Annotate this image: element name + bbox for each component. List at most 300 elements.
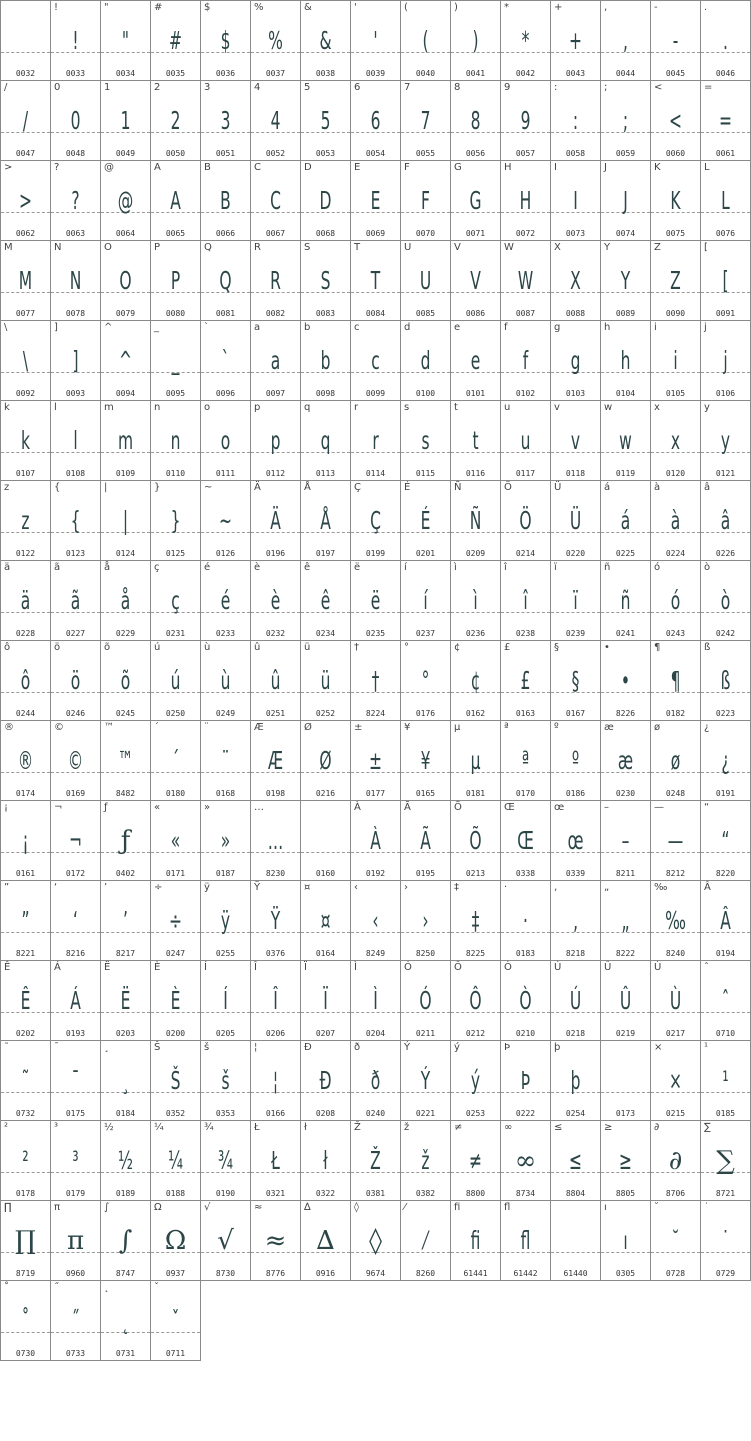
- glyph-code-label: 0093: [65, 389, 86, 398]
- glyph-sample: í: [423, 586, 428, 615]
- glyph-cell: [0, 0, 51, 81]
- glyph-cell: [501, 961, 551, 1041]
- glyph-reference-char: [: [704, 242, 708, 253]
- glyph-reference-char: I: [554, 162, 557, 173]
- glyph-cell: [551, 961, 601, 1041]
- glyph-code-label: 0091: [715, 309, 736, 318]
- glyph-sample: ô: [20, 666, 31, 695]
- glyph-sample: A: [170, 186, 181, 215]
- glyph-reference-char: ‡: [454, 882, 459, 893]
- glyph-reference-char: ı: [604, 1202, 607, 1213]
- glyph-cell: [251, 641, 301, 721]
- glyph-cell: [51, 561, 101, 641]
- glyph-cell: [601, 0, 651, 81]
- glyph-code-label: 0081: [215, 309, 236, 318]
- glyph-sample: 0: [70, 106, 81, 135]
- glyph-reference-char: «: [154, 802, 161, 813]
- glyph-code-label: 0240: [365, 1109, 386, 1118]
- glyph-reference-char: ¤: [304, 882, 311, 893]
- glyph-cell: [451, 721, 501, 801]
- glyph-sample: ë: [370, 586, 381, 615]
- glyph-cell: [101, 561, 151, 641]
- glyph-sample: –: [621, 826, 630, 855]
- glyph-code-label: 0180: [165, 789, 186, 798]
- glyph-code-label: 0233: [215, 629, 236, 638]
- glyph-code-label: 8212: [665, 869, 686, 878]
- glyph-code-label: 0105: [665, 389, 686, 398]
- glyph-code-label: 0169: [65, 789, 86, 798]
- glyph-cell: [601, 641, 651, 721]
- glyph-cell: [51, 0, 101, 81]
- glyph-reference-char: £: [504, 642, 511, 653]
- glyph-cell: [401, 0, 451, 81]
- glyph-reference-char: 5: [304, 82, 311, 93]
- glyph-reference-char: U: [404, 242, 412, 253]
- glyph-sample: „: [621, 906, 630, 935]
- glyph-code-label: 0057: [515, 149, 536, 158]
- glyph-reference-char: \: [4, 322, 8, 333]
- glyph-code-label: 0221: [415, 1109, 436, 1118]
- glyph-code-label: 0035: [165, 69, 186, 78]
- glyph-code-label: 0237: [415, 629, 436, 638]
- glyph-sample: Ç: [370, 506, 381, 535]
- glyph-sample: Û: [619, 986, 632, 1015]
- glyph-sample: n: [170, 426, 181, 455]
- glyph-code-label: 8226: [615, 709, 636, 718]
- glyph-code-label: 0170: [515, 789, 536, 798]
- glyph-cell: [301, 721, 351, 801]
- glyph-reference-char: Œ: [504, 802, 515, 813]
- glyph-sample: ¾: [217, 1146, 234, 1175]
- glyph-reference-char: ;: [604, 82, 608, 93]
- glyph-sample: B: [220, 186, 231, 215]
- glyph-cell: [401, 641, 451, 721]
- glyph-sample: U: [419, 266, 432, 295]
- glyph-cell: [0, 1281, 51, 1361]
- glyph-reference-char: ˆ: [704, 962, 709, 973]
- glyph-cell: [551, 801, 601, 881]
- glyph-sample: ©: [67, 746, 84, 775]
- glyph-code-label: 8482: [115, 789, 136, 798]
- glyph-sample: 1: [120, 106, 131, 135]
- glyph-cell: [51, 161, 101, 241]
- glyph-sample: &: [319, 26, 332, 55]
- glyph-reference-char: X: [554, 242, 561, 253]
- glyph-cell: [201, 641, 251, 721]
- glyph-cell: [151, 161, 201, 241]
- glyph-code-label: 0118: [565, 469, 586, 478]
- glyph-sample: 3: [220, 106, 231, 135]
- glyph-sample: È: [170, 986, 181, 1015]
- glyph-code-label: 0215: [665, 1109, 686, 1118]
- glyph-reference-char: !: [54, 2, 59, 13]
- glyph-cell: [451, 161, 501, 241]
- glyph-code-label: 0115: [415, 469, 436, 478]
- glyph-sample: ¥: [420, 746, 431, 775]
- glyph-sample: Ł: [271, 1146, 280, 1175]
- glyph-sample: c: [371, 346, 380, 375]
- glyph-reference-char: Ã: [404, 802, 411, 813]
- glyph-sample: {: [70, 506, 81, 535]
- glyph-sample: -: [672, 26, 679, 55]
- glyph-code-label: 0068: [315, 229, 336, 238]
- glyph-sample: ˘: [671, 1226, 680, 1255]
- glyph-sample: ê: [320, 586, 331, 615]
- glyph-reference-char: N: [54, 242, 62, 253]
- glyph-sample: Ú: [569, 986, 582, 1015]
- glyph-reference-char: ×: [654, 1042, 663, 1053]
- glyph-sample: ≈: [264, 1226, 287, 1256]
- glyph-sample: Ω: [164, 1226, 187, 1256]
- glyph-code-label: 0218: [565, 1029, 586, 1038]
- glyph-code-label: 0219: [615, 1029, 636, 1038]
- glyph-code-label: 0175: [65, 1109, 86, 1118]
- glyph-cell: [551, 81, 601, 161]
- glyph-reference-char: —: [654, 802, 664, 813]
- glyph-code-label: 0043: [565, 69, 586, 78]
- glyph-code-label: 0074: [615, 229, 636, 238]
- glyph-reference-char: ‰: [654, 882, 668, 893]
- glyph-reference-char: E: [354, 162, 361, 173]
- glyph-cell: [601, 161, 651, 241]
- glyph-sample: p: [270, 426, 281, 455]
- glyph-code-label: 0381: [365, 1189, 386, 1198]
- glyph-reference-char: O: [104, 242, 112, 253]
- glyph-reference-char: ⁄: [404, 1202, 406, 1213]
- glyph-sample: [610, 1063, 640, 1099]
- glyph-cell: [151, 1281, 201, 1361]
- glyph-cell: [301, 81, 351, 161]
- glyph-cell: [551, 0, 601, 81]
- glyph-reference-char: ƒ: [104, 802, 108, 813]
- glyph-reference-char: 2: [154, 82, 161, 93]
- glyph-code-label: 0125: [165, 549, 186, 558]
- glyph-code-label: 0305: [615, 1269, 636, 1278]
- glyph-sample: #: [168, 26, 182, 55]
- glyph-cell: [0, 1201, 51, 1281]
- glyph-sample: œ: [567, 826, 584, 855]
- glyph-code-label: 0227: [65, 629, 86, 638]
- glyph-reference-char: ì: [454, 562, 457, 573]
- glyph-reference-char: d: [404, 322, 411, 333]
- glyph-code-label: 0186: [565, 789, 586, 798]
- glyph-reference-char: õ: [104, 642, 111, 653]
- glyph-sample: s: [421, 426, 430, 455]
- glyph-sample: ´: [171, 746, 180, 775]
- glyph-sample: ˜: [21, 1066, 30, 1095]
- glyph-code-label: 0072: [515, 229, 536, 238]
- glyph-cell: [651, 1201, 701, 1281]
- glyph-reference-char: ˚: [4, 1282, 9, 1293]
- glyph-code-label: 0067: [265, 229, 286, 238]
- glyph-cell: [701, 1201, 751, 1281]
- glyph-cell: [101, 161, 151, 241]
- glyph-cell: [401, 481, 451, 561]
- glyph-cell: [0, 401, 51, 481]
- glyph-code-label: 8221: [15, 949, 36, 958]
- glyph-code-label: 0123: [65, 549, 86, 558]
- glyph-reference-char: ç: [154, 562, 160, 573]
- glyph-code-label: 61441: [463, 1269, 488, 1278]
- glyph-sample: P: [170, 266, 181, 295]
- glyph-code-label: 0117: [515, 469, 536, 478]
- glyph-reference-char: ò: [704, 562, 711, 573]
- glyph-sample: ˝: [71, 1306, 80, 1335]
- glyph-code-label: 0099: [365, 389, 386, 398]
- glyph-code-label: 0382: [415, 1189, 436, 1198]
- glyph-reference-char: (: [404, 2, 408, 13]
- glyph-cell: [551, 481, 601, 561]
- glyph-cell: [501, 321, 551, 401]
- glyph-code-label: 61440: [563, 1269, 588, 1278]
- glyph-reference-char: :: [554, 82, 558, 93]
- glyph-cell: [251, 961, 301, 1041]
- glyph-code-label: 0082: [265, 309, 286, 318]
- glyph-sample: ”: [21, 906, 30, 935]
- glyph-reference-char: †: [354, 642, 359, 653]
- glyph-cell: [401, 801, 451, 881]
- glyph-sample: ¯: [71, 1066, 80, 1095]
- glyph-cell: [151, 561, 201, 641]
- glyph-code-label: 0061: [715, 149, 736, 158]
- glyph-sample: ‚: [573, 906, 578, 935]
- glyph-cell: [0, 161, 51, 241]
- glyph-sample: ‹: [372, 906, 379, 935]
- glyph-cell: [701, 881, 751, 961]
- glyph-cell: [401, 961, 451, 1041]
- glyph-code-label: 0224: [665, 549, 686, 558]
- glyph-reference-char: J: [604, 162, 607, 173]
- glyph-sample: Ö: [519, 506, 532, 535]
- glyph-code-label: 0376: [265, 949, 286, 958]
- glyph-code-label: 0101: [465, 389, 486, 398]
- glyph-reference-char: c: [354, 322, 360, 333]
- glyph-code-label: 0168: [215, 789, 236, 798]
- glyph-sample: F: [421, 186, 430, 215]
- glyph-cell: [0, 561, 51, 641]
- glyph-cell: [301, 561, 351, 641]
- glyph-sample: √: [217, 1226, 234, 1256]
- glyph-cell: [651, 1121, 701, 1201]
- glyph-sample: g: [570, 346, 581, 375]
- glyph-code-label: 0185: [715, 1109, 736, 1118]
- glyph-code-label: 0210: [515, 1029, 536, 1038]
- glyph-cell: [301, 1041, 351, 1121]
- glyph-sample: ‡: [471, 906, 480, 935]
- glyph-reference-char: ¾: [204, 1122, 214, 1133]
- glyph-code-label: 0104: [615, 389, 636, 398]
- glyph-sample: $: [220, 26, 231, 55]
- glyph-code-label: 0032: [15, 69, 36, 78]
- glyph-code-label: 0174: [15, 789, 36, 798]
- glyph-reference-char: ê: [304, 562, 311, 573]
- glyph-code-label: 0171: [165, 869, 186, 878]
- glyph-cell: [251, 801, 301, 881]
- glyph-reference-char: %: [254, 2, 264, 13]
- glyph-reference-char: ›: [404, 882, 408, 893]
- glyph-cell: [401, 161, 451, 241]
- glyph-reference-char: ¶: [654, 642, 661, 653]
- glyph-reference-char: A: [154, 162, 161, 173]
- glyph-sample: 9: [520, 106, 531, 135]
- glyph-code-label: 0731: [115, 1349, 136, 1358]
- glyph-cell: [401, 881, 451, 961]
- glyph-code-label: 0711: [165, 1349, 186, 1358]
- glyph-reference-char: &: [304, 2, 312, 13]
- glyph-cell: [551, 1041, 601, 1121]
- glyph-cell: [401, 1121, 451, 1201]
- glyph-cell: [151, 321, 201, 401]
- glyph-cell: [101, 81, 151, 161]
- glyph-sample: Ò: [519, 986, 532, 1015]
- glyph-code-label: 0160: [315, 869, 336, 878]
- glyph-cell: [701, 241, 751, 321]
- glyph-sample: e: [470, 346, 481, 375]
- glyph-cell: [0, 81, 51, 161]
- glyph-reference-char: $: [204, 2, 211, 13]
- glyph-sample: …: [267, 826, 284, 855]
- glyph-code-label: 0056: [465, 149, 486, 158]
- glyph-sample: ¸: [121, 1066, 130, 1095]
- glyph-sample: Ù: [669, 986, 682, 1015]
- glyph-code-label: 0191: [715, 789, 736, 798]
- glyph-reference-char: û: [254, 642, 261, 653]
- glyph-reference-char: Î: [254, 962, 257, 973]
- glyph-cell: [51, 241, 101, 321]
- glyph-cell: [551, 881, 601, 961]
- glyph-cell: [601, 881, 651, 961]
- glyph-sample: £: [520, 666, 531, 695]
- glyph-cell: [201, 81, 251, 161]
- glyph-sample: v: [570, 426, 581, 455]
- glyph-reference-char: ∂: [654, 1122, 660, 1133]
- glyph-sample: ˇ: [171, 1306, 180, 1335]
- glyph-cell: [451, 481, 501, 561]
- glyph-code-label: 0122: [15, 549, 36, 558]
- glyph-reference-char: H: [504, 162, 512, 173]
- glyph-code-label: 0124: [115, 549, 136, 558]
- glyph-reference-char: É: [404, 482, 411, 493]
- glyph-sample: ‰: [665, 906, 686, 935]
- glyph-code-label: 0045: [665, 69, 686, 78]
- glyph-code-label: 0164: [315, 949, 336, 958]
- glyph-sample: [: [722, 266, 729, 295]
- glyph-reference-char: ÿ: [204, 882, 210, 893]
- glyph-reference-char: b: [304, 322, 311, 333]
- glyph-cell: [51, 321, 101, 401]
- glyph-sample: ª: [521, 746, 530, 775]
- glyph-reference-char: 7: [404, 82, 411, 93]
- glyph-reference-char: Z: [654, 242, 661, 253]
- glyph-sample: Ý: [420, 1066, 431, 1095]
- glyph-code-label: 0217: [665, 1029, 686, 1038]
- glyph-sample: «: [170, 826, 181, 855]
- glyph-sample: þ: [570, 1066, 581, 1095]
- glyph-cell: [451, 321, 501, 401]
- glyph-code-label: 0044: [615, 69, 636, 78]
- glyph-cell: [401, 241, 451, 321]
- glyph-sample: b: [320, 346, 331, 375]
- glyph-reference-char: R: [254, 242, 261, 253]
- glyph-code-label: 0249: [215, 709, 236, 718]
- glyph-code-label: 0192: [365, 869, 386, 878]
- glyph-sample: D: [319, 186, 332, 215]
- glyph-sample: ü: [320, 666, 331, 695]
- glyph-sample: µ: [470, 746, 481, 775]
- glyph-sample: h: [620, 346, 631, 375]
- glyph-cell: [551, 641, 601, 721]
- glyph-code-label: 8216: [65, 949, 86, 958]
- glyph-code-label: 8260: [415, 1269, 436, 1278]
- glyph-cell: [51, 81, 101, 161]
- glyph-cell: [401, 1041, 451, 1121]
- glyph-code-label: 0165: [415, 789, 436, 798]
- glyph-sample: z: [21, 506, 30, 535]
- glyph-reference-char: Æ: [254, 722, 264, 733]
- glyph-code-label: 8734: [515, 1189, 536, 1198]
- glyph-code-label: 0178: [15, 1189, 36, 1198]
- glyph-reference-char: Ö: [504, 482, 512, 493]
- glyph-reference-char: Õ: [454, 802, 462, 813]
- glyph-code-label: 0062: [15, 229, 36, 238]
- glyph-sample: ˚: [21, 1306, 30, 1335]
- glyph-sample: Ž: [370, 1146, 381, 1175]
- glyph-cell: [301, 641, 351, 721]
- glyph-cell: [601, 721, 651, 801]
- glyph-cell: [401, 1201, 451, 1281]
- glyph-reference-char: œ: [554, 802, 565, 813]
- glyph-reference-char: ã: [54, 562, 61, 573]
- glyph-cell: [601, 321, 651, 401]
- glyph-sample: 5: [320, 106, 331, 135]
- glyph-code-label: 0079: [115, 309, 136, 318]
- glyph-sample: H: [519, 186, 532, 215]
- glyph-cell: [501, 1041, 551, 1121]
- glyph-cell: [501, 161, 551, 241]
- glyph-code-label: 0222: [515, 1109, 536, 1118]
- glyph-sample: ¤: [320, 906, 331, 935]
- glyph-sample: ½: [117, 1146, 134, 1175]
- glyph-sample: ¨: [221, 746, 230, 775]
- glyph-cell: [701, 561, 751, 641]
- glyph-reference-char: V: [454, 242, 461, 253]
- glyph-cell: [351, 1121, 401, 1201]
- glyph-code-label: 8706: [665, 1189, 686, 1198]
- glyph-cell: [651, 641, 701, 721]
- glyph-cell: [551, 161, 601, 241]
- glyph-reference-char: q: [304, 402, 311, 413]
- glyph-code-label: 0078: [65, 309, 86, 318]
- glyph-cell: [451, 1201, 501, 1281]
- glyph-code-label: 0119: [615, 469, 636, 478]
- glyph-cell: [701, 641, 751, 721]
- glyph-sample: R: [270, 266, 281, 295]
- glyph-sample: ∞: [514, 1146, 537, 1176]
- glyph-sample: *: [521, 26, 530, 55]
- glyph-cell: [51, 401, 101, 481]
- glyph-cell: [301, 1201, 351, 1281]
- glyph-sample: »: [220, 826, 231, 855]
- glyph-cell: [701, 721, 751, 801]
- glyph-code-label: 0042: [515, 69, 536, 78]
- glyph-reference-char: –: [604, 802, 609, 813]
- glyph-reference-char: S: [304, 242, 311, 253]
- glyph-reference-char: ˝: [54, 1282, 59, 1293]
- glyph-reference-char: u: [504, 402, 511, 413]
- glyph-reference-char: K: [654, 162, 661, 173]
- glyph-cell: [151, 481, 201, 561]
- glyph-code-label: 0196: [265, 549, 286, 558]
